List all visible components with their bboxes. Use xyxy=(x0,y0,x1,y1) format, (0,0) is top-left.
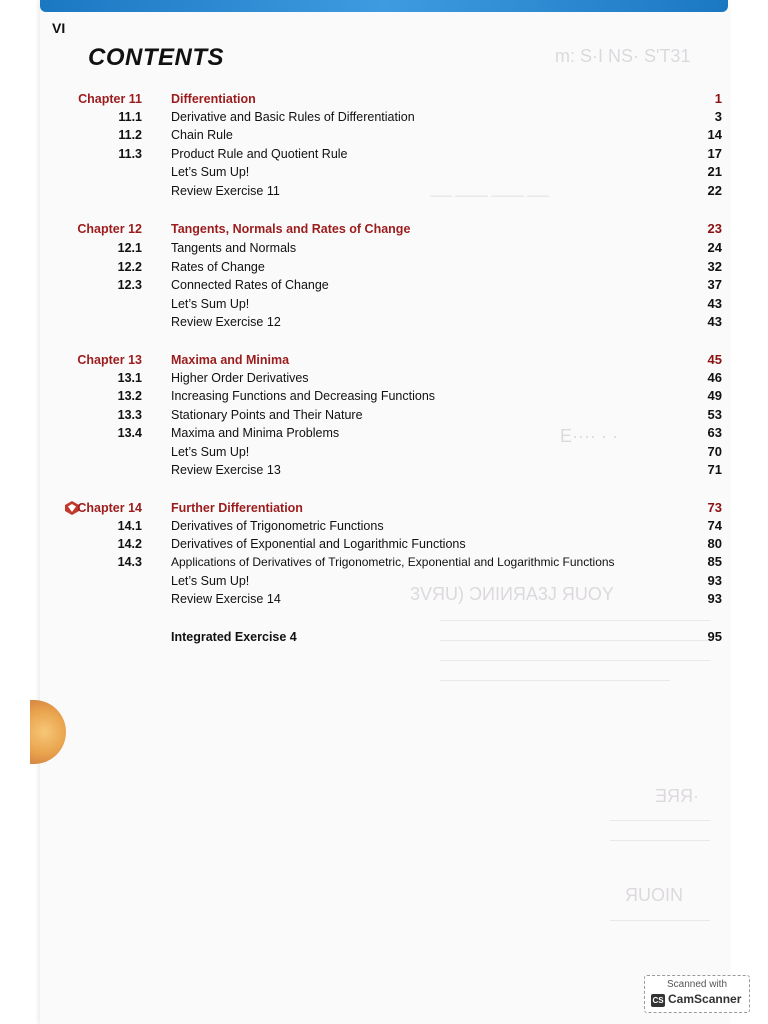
section-title: Product Rule and Quotient Rule xyxy=(171,147,348,161)
toc-section-row[interactable] xyxy=(0,590,768,608)
bleed-through-text: —— ——— ——— —— xyxy=(430,190,550,202)
section-title: Review Exercise 13 xyxy=(171,463,281,477)
section-number: 14.3 xyxy=(117,555,142,569)
camscanner-watermark xyxy=(644,975,750,1013)
bleed-through-text: 3VЯU) ƆИIИЯA3J ЯUOY xyxy=(410,584,614,604)
toc-section-row[interactable] xyxy=(0,572,768,590)
section-number: 11.3 xyxy=(118,147,142,161)
section-number: 11.1 xyxy=(118,110,142,124)
toc-section-row[interactable] xyxy=(0,535,768,553)
scanner-caption: Scanned with xyxy=(666,979,728,990)
page-number: 53 xyxy=(707,407,722,422)
section-number: 12.3 xyxy=(117,278,142,292)
bleed-through-line xyxy=(610,820,710,821)
section-title: Maxima and Minima Problems xyxy=(171,426,340,440)
camscanner-logo-icon: CS xyxy=(652,996,664,1005)
toc-section-row[interactable] xyxy=(0,276,768,294)
section-title: Connected Rates of Change xyxy=(171,278,329,292)
page-number: 49 xyxy=(707,388,722,403)
page-number: 95 xyxy=(707,629,722,644)
section-number: 13.2 xyxy=(117,389,142,403)
chapter-title: Differentiation xyxy=(171,92,256,106)
toc-section-row[interactable] xyxy=(0,424,768,442)
page-number: 32 xyxy=(707,259,722,274)
toc-chapter-row[interactable] xyxy=(0,499,768,517)
section-title: Increasing Functions and Decreasing Functions xyxy=(171,389,436,403)
page-number: 80 xyxy=(707,536,722,551)
page-number: 73 xyxy=(707,500,722,515)
toc-section-row[interactable] xyxy=(0,145,768,163)
page-number: 24 xyxy=(707,240,722,255)
page-number: 71 xyxy=(707,462,722,477)
page-number: 1 xyxy=(714,91,722,106)
toc-section-row[interactable] xyxy=(0,182,768,200)
toc-section-row[interactable] xyxy=(0,553,768,571)
page-number: 14 xyxy=(707,127,722,142)
chapter-label: Chapter 13 xyxy=(77,353,142,367)
section-title: Let’s Sum Up! xyxy=(171,165,250,179)
section-title: Stationary Points and Their Nature xyxy=(171,408,363,422)
toc-section-row[interactable] xyxy=(0,239,768,257)
bleed-through-line xyxy=(440,680,670,681)
toc-section-row[interactable] xyxy=(0,295,768,313)
top-color-band xyxy=(40,0,728,12)
page-number: 93 xyxy=(707,573,722,588)
scanner-brand: CamScanner xyxy=(668,992,742,1006)
toc-section-row[interactable] xyxy=(0,443,768,461)
bleed-through-line xyxy=(440,660,710,661)
page-number: 37 xyxy=(707,277,722,292)
bleed-through-text: ƎЯЯ· xyxy=(655,786,699,806)
toc-chapter-row[interactable] xyxy=(0,351,768,369)
page-number: 45 xyxy=(707,352,722,367)
page-number: 17 xyxy=(707,146,722,161)
toc-section-row[interactable] xyxy=(0,406,768,424)
integrated-exercise-title: Integrated Exercise 4 xyxy=(171,630,297,644)
page-number-roman: VI xyxy=(52,20,66,36)
section-title: Review Exercise 14 xyxy=(171,592,281,606)
section-number: 12.2 xyxy=(117,260,142,274)
section-title: Chain Rule xyxy=(171,128,233,142)
bleed-through-line xyxy=(610,920,710,921)
page-number: 93 xyxy=(707,591,722,606)
chapter-title: Tangents, Normals and Rates of Change xyxy=(171,222,411,236)
section-title: Applications of Derivatives of Trigonometric, Exponential and Logarithmic Functions xyxy=(171,555,615,569)
page-number: 74 xyxy=(707,518,722,533)
page-number: 46 xyxy=(707,370,722,385)
toc-section-row[interactable] xyxy=(0,108,768,126)
section-number: 14.1 xyxy=(117,519,142,533)
page-number: 23 xyxy=(707,221,722,236)
chapter-title: Further Differentiation xyxy=(171,501,303,515)
chapter-label: Chapter 12 xyxy=(77,222,142,236)
chapter-label: Chapter 11 xyxy=(78,92,142,106)
page-number: 63 xyxy=(707,425,722,440)
section-number: 14.2 xyxy=(117,537,142,551)
page-number: 3 xyxy=(714,109,722,124)
page-title: CONTENTS xyxy=(88,44,224,71)
chapter-title: Maxima and Minima xyxy=(171,353,290,367)
bleed-through-line xyxy=(440,620,710,621)
section-title: Derivative and Basic Rules of Differentiation xyxy=(171,110,415,124)
section-title: Rates of Change xyxy=(171,260,265,274)
section-title: Let’s Sum Up! xyxy=(171,574,250,588)
section-title: Let’s Sum Up! xyxy=(171,445,250,459)
page-number: 85 xyxy=(707,554,722,569)
toc-section-row[interactable] xyxy=(0,313,768,331)
bleed-through-text: ЯUOIN xyxy=(625,885,683,905)
section-number: 13.3 xyxy=(117,408,142,422)
section-title: Let’s Sum Up! xyxy=(171,297,250,311)
section-number: 11.2 xyxy=(118,128,142,142)
section-title: Derivatives of Trigonometric Functions xyxy=(171,519,384,533)
bleed-through-text: E···· · · xyxy=(560,426,618,446)
section-title: Higher Order Derivatives xyxy=(171,371,309,385)
section-number: 12.1 xyxy=(117,241,142,255)
page-number: 21 xyxy=(707,164,722,179)
page-number: 70 xyxy=(707,444,722,459)
page-number: 22 xyxy=(707,183,722,198)
section-title: Derivatives of Exponential and Logarithmic Functions xyxy=(171,537,466,551)
toc-section-row[interactable] xyxy=(0,163,768,181)
bleed-through-text: m: S·I NS· S'T31 xyxy=(555,46,691,66)
section-number: 13.1 xyxy=(117,371,142,385)
chapter-label: Chapter 14 xyxy=(77,501,142,515)
toc-chapter-row[interactable] xyxy=(0,90,768,108)
section-title: Review Exercise 12 xyxy=(171,315,281,329)
toc-integrated-row[interactable] xyxy=(0,628,768,646)
section-title: Review Exercise 11 xyxy=(171,184,280,198)
toc-chapter-row[interactable] xyxy=(0,220,768,238)
toc-section-row[interactable] xyxy=(0,369,768,387)
section-number: 13.4 xyxy=(117,426,142,440)
page-number: 43 xyxy=(707,296,722,311)
page-number: 43 xyxy=(707,314,722,329)
bleed-through-line xyxy=(610,840,710,841)
toc-section-row[interactable] xyxy=(0,126,768,144)
toc-section-row[interactable] xyxy=(0,258,768,276)
toc-section-row[interactable] xyxy=(0,387,768,405)
toc-section-row[interactable] xyxy=(0,517,768,535)
toc-section-row[interactable] xyxy=(0,461,768,479)
section-title: Tangents and Normals xyxy=(171,241,297,255)
